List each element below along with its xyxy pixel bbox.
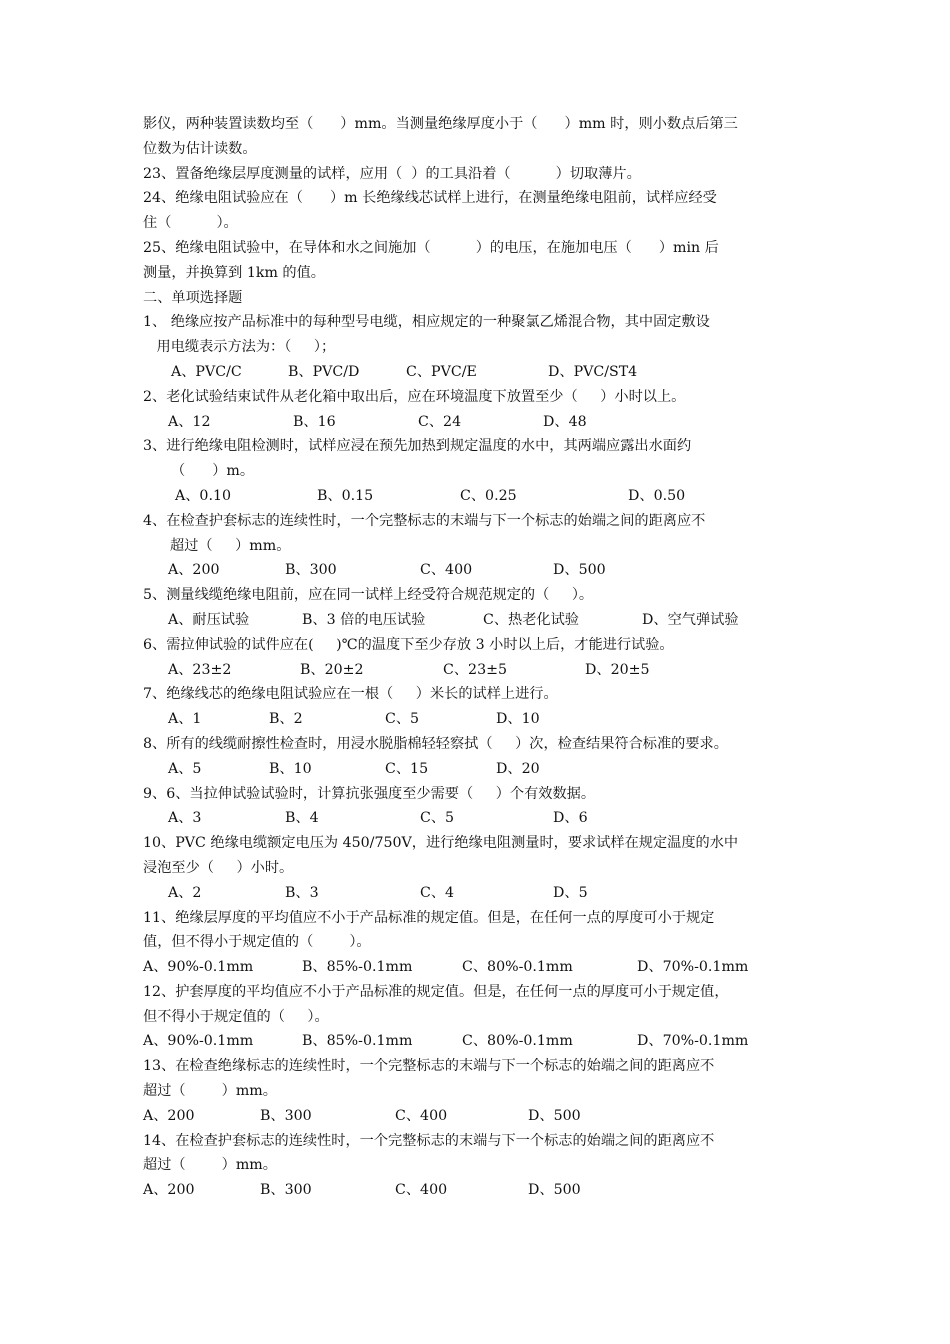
question-text: 2、老化试验结束试件从老化箱中取出后，应在环境温度下放置至少（ ）小时以上。 xyxy=(143,388,686,405)
question-text: 值，但不得小于规定值的（ ）。 xyxy=(143,934,371,951)
question-text: 13、在检查绝缘标志的连续性时，一个完整标志的末端与下一个标志的始端之间的距离应不 xyxy=(143,1058,715,1075)
option-c: C、0.25 xyxy=(460,487,517,504)
option-c: C、24 xyxy=(418,413,462,430)
question-2 xyxy=(143,385,809,435)
option-b: B、85%-0.1mm xyxy=(302,1033,413,1050)
option-d: D、空气弹试验 xyxy=(642,611,739,628)
option-d: D、10 xyxy=(496,711,540,728)
options-row xyxy=(143,1104,809,1129)
question-text: 超过（ ）mm。 xyxy=(143,1157,277,1174)
option-a: A、3 xyxy=(168,810,202,827)
option-c: C、15 xyxy=(385,760,429,777)
question-12 xyxy=(143,980,809,1054)
question-text: 超过（ ）mm。 xyxy=(143,1083,277,1100)
option-d: D、6 xyxy=(553,810,588,827)
question-text: 1、 绝缘应按产品标准中的每种型号电缆，相应规定的一种聚氯乙烯混合物，其中固定敷设 xyxy=(143,314,710,331)
option-c: C、400 xyxy=(420,562,473,579)
question-3 xyxy=(143,434,809,508)
question-14 xyxy=(143,1129,809,1203)
option-a: A、90%-0.1mm xyxy=(143,959,254,976)
options-row xyxy=(143,1178,809,1203)
option-b: B、300 xyxy=(260,1182,312,1199)
options-row xyxy=(143,360,809,385)
question-text: 14、在检查护套标志的连续性时，一个完整标志的末端与下一个标志的始端之间的距离应不 xyxy=(143,1132,715,1149)
option-d: D、70%-0.1mm xyxy=(637,959,749,976)
options-row xyxy=(143,658,809,683)
question-text: 6、需拉伸试验的试件应在( )℃的温度下至少存放 3 小时以上后，才能进行试验。 xyxy=(143,636,674,653)
question-text: 8、所有的线缆耐擦性检查时，用浸水脱脂棉轻轻察拭（ ）次，检查结果符合标准的要求。 xyxy=(143,735,728,752)
option-a: A、5 xyxy=(168,760,202,777)
fill-blank-24-line-2: 住（ ）。 xyxy=(143,215,238,232)
question-text: 12、护套厚度的平均值应不小于产品标准的规定值。但是，在任何一点的厚度可小于规定值， xyxy=(143,983,729,1000)
question-11 xyxy=(143,906,809,980)
question-5 xyxy=(143,583,809,633)
option-c: C、80%-0.1mm xyxy=(462,1033,573,1050)
question-1 xyxy=(143,310,809,384)
option-d: D、5 xyxy=(553,884,588,901)
option-b: B、85%-0.1mm xyxy=(302,959,413,976)
question-text: 超过（ ）mm。 xyxy=(170,537,291,554)
question-text: 4、在检查护套标志的连续性时，一个完整标志的末端与下一个标志的始端之间的距离应不 xyxy=(143,512,706,529)
options-row xyxy=(143,608,809,633)
option-b: B、PVC/D xyxy=(288,363,360,380)
option-a: A、12 xyxy=(168,413,211,430)
option-c: C、4 xyxy=(420,884,455,901)
option-a: A、200 xyxy=(168,562,220,579)
option-b: B、4 xyxy=(285,810,319,827)
option-c: C、400 xyxy=(395,1182,448,1199)
option-b: B、3 xyxy=(285,884,319,901)
option-b: B、2 xyxy=(269,711,303,728)
option-b: B、3 倍的电压试验 xyxy=(302,611,426,628)
option-b: B、300 xyxy=(260,1107,312,1124)
question-6 xyxy=(143,633,809,683)
fill-blank-25-line-2: 测量，并换算到 1km 的值。 xyxy=(143,264,325,281)
question-9 xyxy=(143,782,809,832)
option-d: D、70%-0.1mm xyxy=(637,1033,749,1050)
option-d: D、48 xyxy=(543,413,587,430)
question-text: （ ）m。 xyxy=(171,463,255,480)
option-c: C、5 xyxy=(385,711,420,728)
options-row xyxy=(143,707,809,732)
option-c: C、400 xyxy=(395,1107,448,1124)
question-7 xyxy=(143,682,809,732)
question-text: 浸泡至少（ ）小时。 xyxy=(143,859,294,876)
fill-blank-22-line-1: 影仪，两种装置读数均至（ ）mm。当测量绝缘厚度小于（ ）mm 时，则小数点后第三 xyxy=(143,116,738,132)
options-row xyxy=(143,881,809,906)
question-text: 但不得小于规定值的（ ）。 xyxy=(143,1008,329,1025)
option-a: A、耐压试验 xyxy=(168,611,250,628)
fill-blank-24-line-1: 24、绝缘电阻试验应在（ ）m 长绝缘线芯试样上进行，在测量绝缘电阻前，试样应经受 xyxy=(143,190,717,207)
option-c: C、PVC/E xyxy=(406,363,477,380)
question-text: 10、PVC 绝缘电缆额定电压为 450/750V，进行绝缘电阻测量时，要求试样在规定温度的水中 xyxy=(143,835,739,852)
option-d: D、500 xyxy=(553,562,606,579)
option-c: C、5 xyxy=(420,810,455,827)
option-d: D、20 xyxy=(496,760,540,777)
options-row xyxy=(143,1029,809,1054)
question-4 xyxy=(143,509,809,583)
option-a: A、200 xyxy=(143,1182,195,1199)
option-c: C、80%-0.1mm xyxy=(462,959,573,976)
option-d: D、500 xyxy=(528,1107,581,1124)
option-b: B、0.15 xyxy=(317,487,374,504)
fill-blank-22-line-2: 位数为估计读数。 xyxy=(143,140,257,157)
option-a: A、2 xyxy=(168,884,202,901)
options-row xyxy=(143,955,809,980)
option-c: C、热老化试验 xyxy=(483,611,579,628)
exam-page xyxy=(143,112,809,1203)
question-text: 7、绝缘线芯的绝缘电阻试验应在一根（ ）米长的试样上进行。 xyxy=(143,686,558,703)
option-a: A、1 xyxy=(168,711,202,728)
option-c: C、23±5 xyxy=(443,661,508,678)
options-row xyxy=(143,484,809,509)
option-d: D、20±5 xyxy=(585,661,650,678)
question-text: 9、6、当拉伸试验试验时，计算抗张强度至少需要（ ）个有效数据。 xyxy=(143,785,596,802)
fill-blank-23: 23、置备绝缘层厚度测量的试样，应用（ ）的工具沿着（ ）切取薄片。 xyxy=(143,165,641,182)
question-text: 11、绝缘层厚度的平均值应不小于产品标准的规定值。但是，在任何一点的厚度可小于规定 xyxy=(143,909,715,926)
option-a: A、0.10 xyxy=(175,487,232,504)
options-row xyxy=(143,757,809,782)
question-text: 5、测量线缆绝缘电阻前，应在同一试样上经受符合规范规定的（ ）。 xyxy=(143,587,594,604)
option-d: D、0.50 xyxy=(628,487,686,504)
section-heading: 二、单项选择题 xyxy=(143,289,243,306)
options-row xyxy=(143,410,809,435)
option-a: A、90%-0.1mm xyxy=(143,1033,254,1050)
option-b: B、16 xyxy=(293,413,336,430)
option-d: D、PVC/ST4 xyxy=(548,363,638,380)
option-b: B、10 xyxy=(269,760,312,777)
options-row xyxy=(143,558,809,583)
question-13 xyxy=(143,1054,809,1128)
fill-blank-25-line-1: 25、绝缘电阻试验中，在导体和水之间施加（ ）的电压，在施加电压（ ）min 后 xyxy=(143,239,719,256)
option-a: A、23±2 xyxy=(168,661,232,678)
option-a: A、PVC/C xyxy=(171,363,242,380)
option-d: D、500 xyxy=(528,1182,581,1199)
question-text: 用电缆表示方法为：（ ）； xyxy=(143,339,336,356)
option-a: A、200 xyxy=(143,1107,195,1124)
question-10 xyxy=(143,831,809,905)
options-row xyxy=(143,806,809,831)
option-b: B、300 xyxy=(285,562,337,579)
question-8 xyxy=(143,732,809,782)
question-text: 3、进行绝缘电阻检测时，试样应浸在预先加热到规定温度的水中，其两端应露出水面约 xyxy=(143,438,692,455)
option-b: B、20±2 xyxy=(300,661,364,678)
